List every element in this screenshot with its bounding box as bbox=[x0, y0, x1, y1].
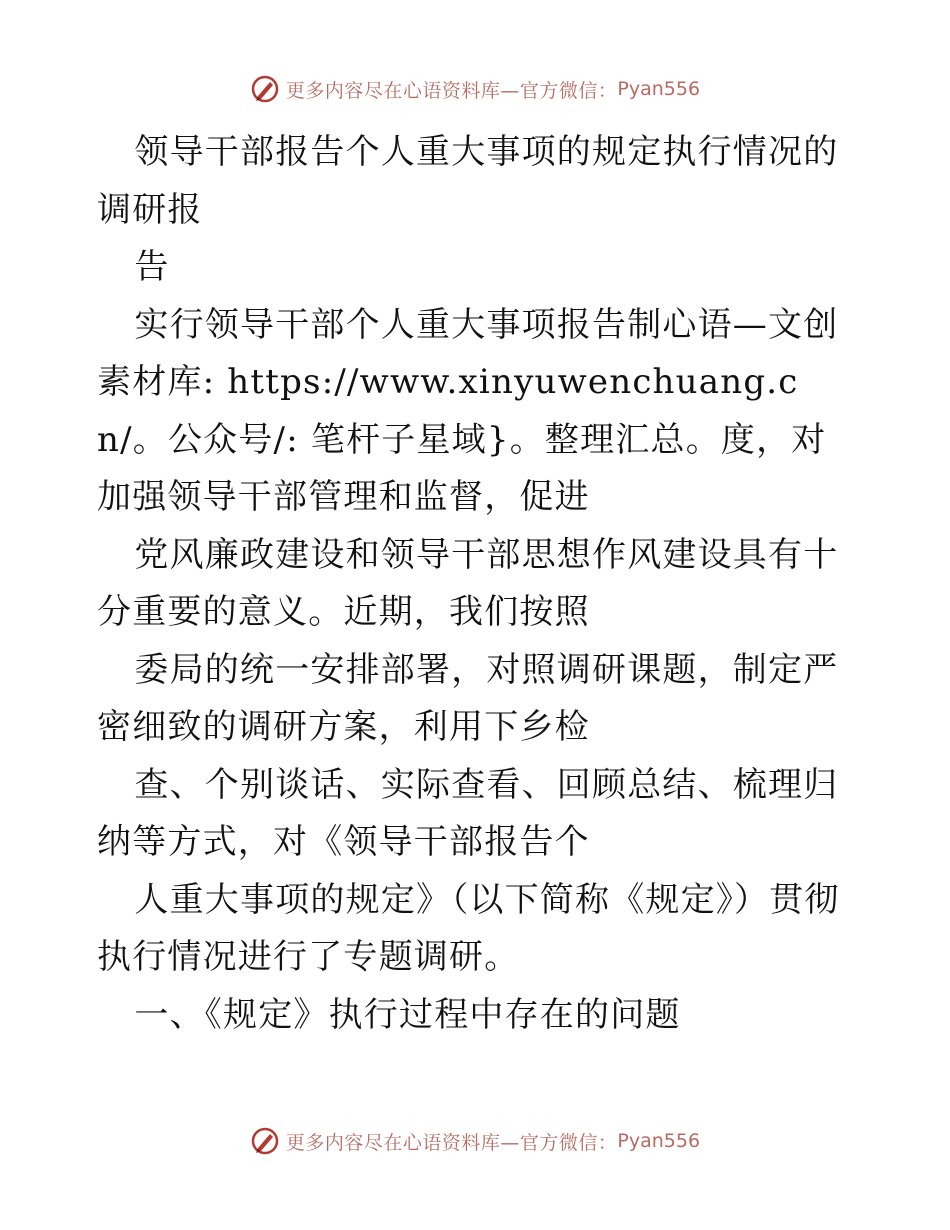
document-body bbox=[97, 124, 857, 1044]
section-heading: 一、《规定》执行过程中存在的问题 bbox=[134, 994, 681, 1035]
paragraph: 党风廉政建设和领导干部思想作风建设具有十分重要的意义。近期，我们按照 bbox=[97, 534, 839, 632]
document-title-continued: 告 bbox=[134, 247, 170, 287]
header-watermark bbox=[0, 74, 950, 104]
watermark-wechat-id: Pyan556 bbox=[617, 78, 701, 100]
footer-watermark bbox=[0, 1126, 950, 1156]
watermark-text: 更多内容尽在心语资料库—官方微信： bbox=[285, 79, 618, 102]
pen-logo-icon bbox=[250, 74, 280, 104]
watermark-wechat-id: Pyan556 bbox=[617, 1130, 701, 1152]
paragraph: 实行领导干部个人重大事项报告制心语—文创素材库: https://www.xinyuwenchuang.cn/。公众号/: 笔杆子星域}。整理汇总。度，对加强领导干部管理和监督，促进 bbox=[97, 304, 839, 517]
paragraph: 人重大事项的规定》（以下简称《规定》）贯彻执行情况进行了专题调研。 bbox=[97, 879, 840, 977]
pen-logo-icon bbox=[250, 1126, 280, 1156]
paragraph: 查、个别谈话、实际查看、回顾总结、梳理归纳等方式，对《领导干部报告个 bbox=[97, 764, 839, 862]
watermark-text: 更多内容尽在心语资料库—官方微信： bbox=[285, 1131, 618, 1154]
document-title: 领导干部报告个人重大事项的规定执行情况的调研报 bbox=[97, 132, 839, 230]
paragraph: 委局的统一安排部署，对照调研课题，制定严密细致的调研方案，利用下乡检 bbox=[97, 649, 839, 747]
